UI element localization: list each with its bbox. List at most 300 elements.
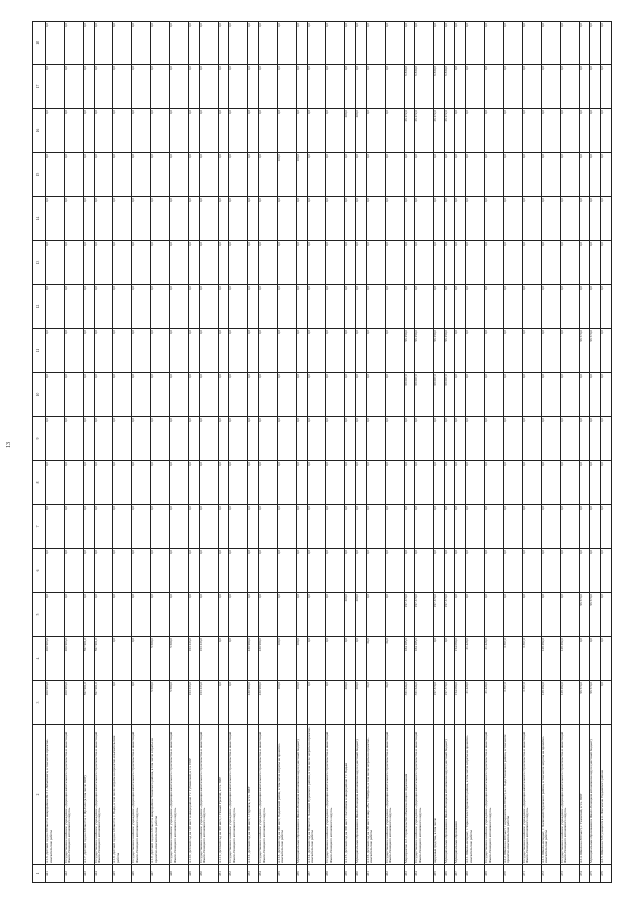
row-name: Государственное казённое учреждение «Дирекция капитального строительства и инвестиций Ямало-Ненецкого автономного округа»: [64, 725, 83, 865]
value-cell: 0,0: [522, 197, 541, 241]
value-cell: 0,0: [94, 197, 113, 241]
row-name: Муниципальные образования: [455, 725, 466, 865]
value-cell: 0,0: [307, 637, 326, 681]
value-cell: 0,0: [307, 549, 326, 593]
value-cell: 0,0: [199, 329, 218, 373]
value-cell: 129 292,0: [560, 681, 579, 725]
value-cell: 21 420,0: [466, 681, 485, 725]
row-number: 447: [151, 865, 170, 883]
value-cell: 0,0: [484, 373, 503, 417]
value-cell: 0,0: [132, 417, 151, 461]
value-cell: 0,0: [94, 549, 113, 593]
value-cell: 0,0: [579, 22, 590, 65]
value-cell: 0,0: [248, 241, 259, 285]
value-cell: 0,0: [64, 285, 83, 329]
value-cell: 0,0: [466, 65, 485, 109]
value-cell: 0,0: [83, 417, 94, 461]
value-cell: 96 570,0: [590, 681, 601, 725]
value-cell: 0,0: [218, 461, 229, 505]
value-cell: 0,0: [259, 417, 278, 461]
value-cell: 0,0: [218, 593, 229, 637]
value-cell: 129 292,0: [560, 637, 579, 681]
value-cell: 69 087,0: [444, 373, 455, 417]
value-cell: 0,0: [199, 505, 218, 549]
value-cell: 0,0: [151, 241, 170, 285]
row-name: Муниципальные образования в Ямало-Ненецком автономном округе (местный бюджет): [296, 725, 307, 865]
value-cell: 0,0: [466, 241, 485, 285]
value-cell: 0,0: [579, 197, 590, 241]
value-cell: 0,0: [484, 153, 503, 197]
value-cell: 96 570,0: [579, 593, 590, 637]
value-cell: 0,0: [326, 593, 345, 637]
value-cell: 0,0: [590, 22, 601, 65]
value-cell: 0,0: [503, 22, 522, 65]
value-cell: 200,0: [345, 109, 356, 153]
table-row: [326, 22, 345, 883]
value-cell: 0,0: [46, 285, 65, 329]
value-cell: 0,0: [600, 197, 611, 241]
table-row: [503, 22, 522, 883]
value-cell: 0,0: [434, 197, 445, 241]
value-cell: 0,0: [356, 417, 367, 461]
value-cell: 0,0: [229, 285, 248, 329]
row-name: 4.1.16. Детский сад на 180 мест в мкр. «В» г. Ноябрьск, в том числе затраты на проектно-изыскательские работы: [366, 725, 385, 865]
value-cell: 0,0: [579, 417, 590, 461]
value-cell: 0,0: [356, 153, 367, 197]
value-cell: 0,0: [132, 65, 151, 109]
value-cell: 0,0: [579, 285, 590, 329]
row-number: 452: [229, 865, 248, 883]
value-cell: 0,0: [600, 285, 611, 329]
value-cell: 197 370,0: [444, 681, 455, 725]
table-row: [94, 22, 113, 883]
value-cell: 0,0: [46, 22, 65, 65]
table-row: [356, 22, 367, 883]
value-cell: 0,0: [94, 461, 113, 505]
value-cell: 0,0: [132, 373, 151, 417]
row-number: 451: [218, 865, 229, 883]
value-cell: 0,0: [296, 65, 307, 109]
page-number: 13: [6, 442, 12, 448]
value-cell: 0,0: [466, 549, 485, 593]
row-number: 455: [277, 865, 296, 883]
value-cell: 0,0: [385, 373, 404, 417]
table-row: [189, 22, 200, 883]
row-name: 4.1.10. Детский сад на 120 мест в микрорайоне 7 г. Губкинский, в т.ч. ПИР: [189, 725, 200, 865]
value-cell: 0,0: [259, 65, 278, 109]
table-row: [415, 22, 434, 883]
value-cell: 0,0: [199, 549, 218, 593]
value-cell: 0,0: [503, 505, 522, 549]
value-cell: 0,0: [83, 593, 94, 637]
value-cell: 0,0: [560, 417, 579, 461]
value-cell: 197 370,0: [415, 593, 434, 637]
value-cell: 0,0: [326, 373, 345, 417]
value-cell: 0,0: [415, 285, 434, 329]
value-cell: 0,0: [64, 593, 83, 637]
value-cell: 0,0: [151, 197, 170, 241]
value-cell: 0,0: [415, 505, 434, 549]
table-row: [466, 22, 485, 883]
table-row: [385, 22, 404, 883]
value-cell: 0,0: [356, 637, 367, 681]
value-cell: 0,0: [590, 637, 601, 681]
value-cell: 0,0: [484, 461, 503, 505]
row-name: 4.1.14. Детский сад на 80 мест п. Ханымей Пуровского района, в том числе затраты на проектно-изыскательские работы: [307, 725, 326, 865]
value-cell: 0,0: [151, 461, 170, 505]
row-name: Мероприятие 4.2. Строительство объектов общего образования: [404, 725, 415, 865]
value-cell: 0,0: [484, 109, 503, 153]
value-cell: 0,0: [455, 65, 466, 109]
value-cell: 0,0: [46, 241, 65, 285]
value-cell: 0,0: [113, 681, 132, 725]
value-cell: 0,0: [415, 241, 434, 285]
row-number: 476: [600, 865, 611, 883]
column-header: 8: [33, 461, 46, 505]
table-row: [307, 22, 326, 883]
value-cell: 0,0: [466, 285, 485, 329]
row-number: 471: [522, 865, 541, 883]
value-cell: 26 272,0: [434, 109, 445, 153]
value-cell: 0,0: [46, 329, 65, 373]
rotated-table-sheet: [32, 22, 612, 883]
value-cell: 0,0: [484, 417, 503, 461]
value-cell: 200,0: [356, 593, 367, 637]
table-row: [170, 22, 189, 883]
value-cell: 0,0: [94, 285, 113, 329]
value-cell: 34,0: [385, 637, 404, 681]
value-cell: 0,0: [277, 197, 296, 241]
value-cell: 0,0: [560, 65, 579, 109]
value-cell: 6 830,0: [444, 65, 455, 109]
value-cell: 0,0: [218, 285, 229, 329]
value-cell: 0,0: [560, 461, 579, 505]
value-cell: 0,0: [385, 549, 404, 593]
value-cell: 0,0: [600, 681, 611, 725]
value-cell: 0,0: [444, 461, 455, 505]
value-cell: 0,0: [345, 461, 356, 505]
value-cell: 0,0: [385, 109, 404, 153]
value-cell: 0,0: [64, 65, 83, 109]
value-cell: 0,0: [326, 681, 345, 725]
value-cell: 0,0: [296, 109, 307, 153]
table-row: [345, 22, 356, 883]
value-cell: 0,0: [296, 549, 307, 593]
value-cell: 0,0: [356, 241, 367, 285]
value-cell: 0,0: [590, 417, 601, 461]
value-cell: 0,0: [83, 22, 94, 65]
value-cell: 0,0: [579, 241, 590, 285]
value-cell: 0,0: [541, 65, 560, 109]
value-cell: 34,0: [385, 681, 404, 725]
value-cell: 100,0: [296, 153, 307, 197]
value-cell: 0,0: [46, 197, 65, 241]
value-cell: 200,0: [356, 681, 367, 725]
value-cell: 0,0: [151, 65, 170, 109]
value-cell: 0,0: [132, 153, 151, 197]
value-cell: 21 420,0: [466, 637, 485, 681]
value-cell: 0,0: [579, 153, 590, 197]
value-cell: 154 090,0: [455, 681, 466, 725]
value-cell: 0,0: [600, 153, 611, 197]
value-cell: 0,0: [366, 285, 385, 329]
value-cell: 0,0: [590, 505, 601, 549]
value-cell: 0,0: [455, 373, 466, 417]
value-cell: 0,0: [259, 505, 278, 549]
value-cell: 0,0: [600, 461, 611, 505]
value-cell: 0,0: [366, 593, 385, 637]
value-cell: 0,0: [307, 329, 326, 373]
value-cell: 0,0: [522, 505, 541, 549]
value-cell: 0,0: [434, 417, 445, 461]
value-cell: 96 250,0: [444, 329, 455, 373]
value-cell: 0,0: [560, 109, 579, 153]
value-cell: 0,0: [356, 197, 367, 241]
value-cell: 0,0: [248, 22, 259, 65]
value-cell: 0,0: [385, 461, 404, 505]
table-row: [522, 22, 541, 883]
value-cell: 0,0: [484, 22, 503, 65]
value-cell: 69 087,0: [404, 373, 415, 417]
value-cell: 0,0: [170, 241, 189, 285]
value-cell: 230 980,0: [248, 681, 259, 725]
value-cell: 0,0: [170, 197, 189, 241]
value-cell: 351 624,0: [415, 681, 434, 725]
value-cell: 0,0: [415, 153, 434, 197]
value-cell: 0,0: [434, 22, 445, 65]
value-cell: 0,0: [229, 505, 248, 549]
value-cell: 0,0: [600, 593, 611, 637]
value-cell: 0,0: [277, 241, 296, 285]
value-cell: 0,0: [277, 65, 296, 109]
value-cell: 0,0: [522, 109, 541, 153]
value-cell: 0,0: [46, 593, 65, 637]
value-cell: 0,0: [151, 109, 170, 153]
value-cell: 0,0: [541, 549, 560, 593]
value-cell: 0,0: [307, 22, 326, 65]
value-cell: 0,0: [229, 417, 248, 461]
value-cell: 0,0: [132, 637, 151, 681]
value-cell: 0,0: [366, 417, 385, 461]
value-cell: 197 370,0: [444, 593, 455, 637]
value-cell: 0,0: [296, 461, 307, 505]
value-cell: 0,0: [590, 153, 601, 197]
value-cell: 0,0: [132, 109, 151, 153]
value-cell: 597 901,0: [83, 637, 94, 681]
value-cell: 26 272,0: [415, 109, 434, 153]
value-cell: 0,0: [466, 373, 485, 417]
table-row: [366, 22, 385, 883]
value-cell: 0,0: [541, 109, 560, 153]
value-cell: 0,0: [415, 22, 434, 65]
value-cell: 0,0: [522, 22, 541, 65]
value-cell: 0,0: [296, 329, 307, 373]
value-cell: 0,0: [366, 461, 385, 505]
value-cell: 0,0: [189, 285, 200, 329]
value-cell: 0,0: [466, 593, 485, 637]
table-row: [132, 22, 151, 883]
value-cell: 0,0: [326, 241, 345, 285]
value-cell: 0,0: [94, 329, 113, 373]
value-cell: 0,0: [466, 109, 485, 153]
value-cell: 0,0: [590, 241, 601, 285]
value-cell: 0,0: [94, 109, 113, 153]
table-row: [444, 22, 455, 883]
value-cell: 0,0: [248, 109, 259, 153]
value-cell: 0,0: [132, 22, 151, 65]
value-cell: 0,0: [248, 417, 259, 461]
row-number: 463: [404, 865, 415, 883]
value-cell: 0,0: [248, 549, 259, 593]
value-cell: 0,0: [307, 681, 326, 725]
value-cell: 0,0: [404, 153, 415, 197]
value-cell: 0,0: [560, 329, 579, 373]
column-header: 9: [33, 417, 46, 461]
value-cell: 0,0: [307, 593, 326, 637]
value-cell: 0,0: [484, 593, 503, 637]
value-cell: 0,0: [366, 373, 385, 417]
value-cell: 0,0: [503, 329, 522, 373]
row-number: 453: [248, 865, 259, 883]
value-cell: 0,0: [189, 373, 200, 417]
value-cell: 0,0: [218, 417, 229, 461]
value-cell: 0,0: [356, 549, 367, 593]
row-number: 450: [199, 865, 218, 883]
row-name: окружные средства, в том числе: [434, 725, 445, 865]
value-cell: 0,0: [113, 329, 132, 373]
value-cell: 0,0: [218, 373, 229, 417]
value-cell: 0,0: [385, 65, 404, 109]
value-cell: 96 570,0: [579, 681, 590, 725]
row-number: 473: [560, 865, 579, 883]
value-cell: 6 830,0: [415, 65, 434, 109]
row-number: 456: [296, 865, 307, 883]
value-cell: 0,0: [560, 285, 579, 329]
row-number: 459: [345, 865, 356, 883]
value-cell: 0,0: [590, 373, 601, 417]
row-name: Государственное казённое учреждение «Дирекция капитального строительства и инвестиций Ямало-Ненецкого автономного округа»: [170, 725, 189, 865]
value-cell: 0,0: [307, 285, 326, 329]
value-cell: 0,0: [113, 637, 132, 681]
value-cell: 0,0: [113, 549, 132, 593]
value-cell: 197 370,0: [434, 681, 445, 725]
value-cell: 0,0: [522, 417, 541, 461]
table-row: [590, 22, 601, 883]
value-cell: 0,0: [113, 373, 132, 417]
value-cell: 0,0: [503, 373, 522, 417]
value-cell: 0,0: [132, 241, 151, 285]
value-cell: 0,0: [296, 593, 307, 637]
value-cell: 0,0: [229, 373, 248, 417]
value-cell: 26 272,0: [404, 109, 415, 153]
value-cell: 0,0: [590, 109, 601, 153]
table-row: [484, 22, 503, 883]
column-header: 11: [33, 329, 46, 373]
value-cell: 0,0: [199, 197, 218, 241]
value-cell: 0,0: [579, 505, 590, 549]
value-cell: 0,0: [484, 65, 503, 109]
value-cell: 0,0: [46, 373, 65, 417]
row-name: 4.1.8. Детский сад на 120 мест в с. Ныда, в том числе затраты на проектно-изыскательские работы: [113, 725, 132, 865]
value-cell: 0,0: [277, 461, 296, 505]
value-cell: 0,0: [170, 549, 189, 593]
value-cell: 0,0: [541, 285, 560, 329]
value-cell: 100,0: [277, 681, 296, 725]
row-name: Государственное казённое учреждение «Дирекция капитального строительства и инвестиций Ямало-Ненецкого автономного округа»: [522, 725, 541, 865]
value-cell: 96 250,0: [415, 329, 434, 373]
value-cell: 0,0: [579, 65, 590, 109]
value-cell: 100,0: [296, 681, 307, 725]
value-cell: 0,0: [296, 373, 307, 417]
value-cell: 0,0: [466, 461, 485, 505]
value-cell: 0,0: [248, 65, 259, 109]
value-cell: 0,0: [541, 22, 560, 65]
row-name: Государственное казённое учреждение «Дирекция капитального строительства и инвестиций Ямало-Ненецкого автономного округа»: [132, 725, 151, 865]
value-cell: 0,0: [366, 549, 385, 593]
value-cell: 230 980,0: [248, 637, 259, 681]
value-cell: 0,0: [366, 329, 385, 373]
value-cell: 0,0: [199, 373, 218, 417]
value-cell: 0,0: [522, 373, 541, 417]
row-name: Государственное казённое учреждение «Дирекция капитального строительства и инвестиций Ямало-Ненецкого автономного округа»: [259, 725, 278, 865]
value-cell: 200,0: [345, 593, 356, 637]
value-cell: 0,0: [229, 461, 248, 505]
value-cell: 0,0: [218, 22, 229, 65]
value-cell: 0,0: [277, 109, 296, 153]
row-number: 443: [83, 865, 94, 883]
value-cell: 5 680,0: [170, 681, 189, 725]
column-header: 16: [33, 109, 46, 153]
value-cell: 0,0: [560, 549, 579, 593]
value-cell: 0,0: [385, 329, 404, 373]
row-number: 460: [356, 865, 367, 883]
value-cell: 0,0: [170, 65, 189, 109]
value-cell: 0,0: [560, 373, 579, 417]
row-number: 475: [590, 865, 601, 883]
value-cell: 3 367,0: [522, 637, 541, 681]
value-cell: 0,0: [326, 461, 345, 505]
table-row: [277, 22, 296, 883]
value-cell: 0,0: [277, 593, 296, 637]
value-cell: 0,0: [296, 505, 307, 549]
value-cell: 0,0: [307, 153, 326, 197]
value-cell: 0,0: [46, 109, 65, 153]
row-name: Муниципальные образования в Ямало-Ненецком автономном округе (местный бюджет): [356, 725, 367, 865]
value-cell: 0,0: [113, 197, 132, 241]
table-row: [218, 22, 229, 883]
value-cell: 0,0: [64, 461, 83, 505]
value-cell: 0,0: [113, 461, 132, 505]
value-cell: 0,0: [94, 22, 113, 65]
row-number: 467: [455, 865, 466, 883]
value-cell: 0,0: [64, 197, 83, 241]
value-cell: 0,0: [189, 593, 200, 637]
value-cell: 0,0: [307, 505, 326, 549]
value-cell: 0,0: [94, 505, 113, 549]
value-cell: 0,0: [404, 461, 415, 505]
table-row: [579, 22, 590, 883]
row-name: Государственное казённое учреждение «Дирекция капитального строительства и инвестиций Ямало-Ненецкого автономного округа»: [560, 725, 579, 865]
value-cell: 0,0: [466, 197, 485, 241]
value-cell: 129 292,0: [541, 637, 560, 681]
value-cell: 0,0: [199, 109, 218, 153]
value-cell: 5 680,0: [151, 681, 170, 725]
value-cell: 0,0: [189, 109, 200, 153]
value-cell: 0,0: [46, 549, 65, 593]
value-cell: 0,0: [366, 109, 385, 153]
value-cell: 0,0: [434, 549, 445, 593]
value-cell: 0,0: [296, 241, 307, 285]
